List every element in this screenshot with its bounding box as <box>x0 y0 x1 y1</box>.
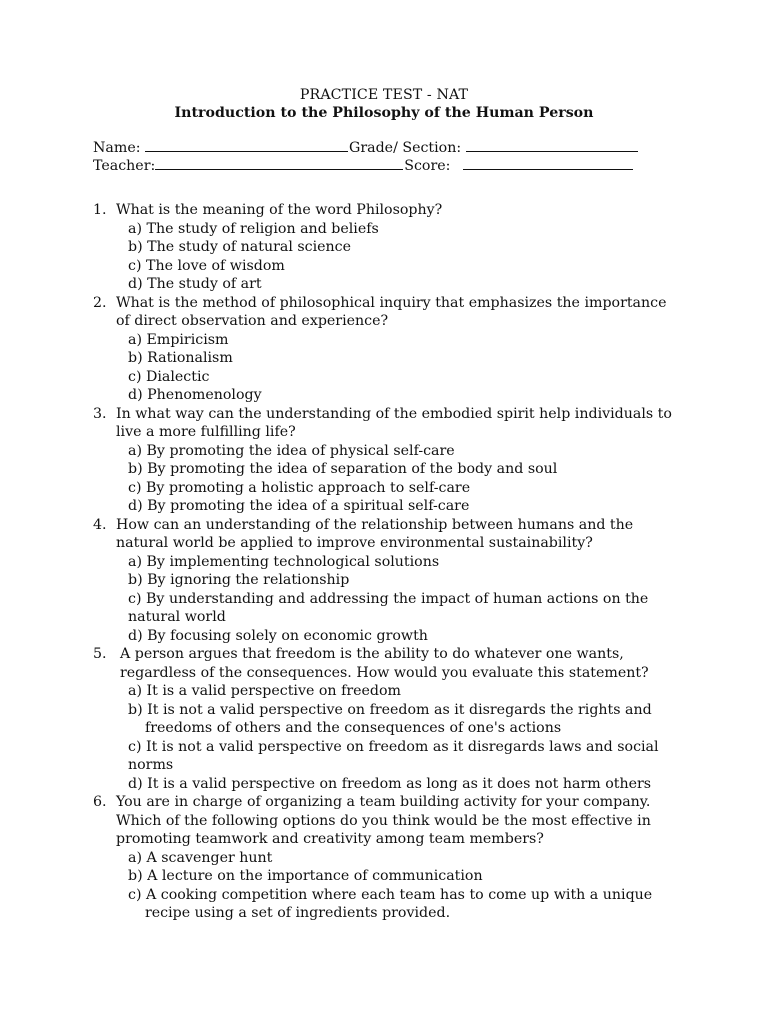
page-subtitle: Introduction to the Philosophy of the Human Person <box>174 105 594 121</box>
grade-section-blank[interactable] <box>466 138 638 152</box>
question-list <box>93 201 683 923</box>
option-2a: a) Empiricism <box>128 331 229 348</box>
option-1c: c) The love of wisdom <box>128 257 285 274</box>
option-6a: a) A scavenger hunt <box>128 849 273 866</box>
question-text: You are in charge of organizing a team building activity for your company. Which of the following options do you think would be the most effective in promoting teamwork and creativity among team members? <box>116 794 651 847</box>
option-5b: b) It is not a valid perspective on freedom as it disregards the rights and freedoms of others and the consequences of one's actions <box>128 701 652 736</box>
option-6c: c) A cooking competition where each team has to come up with a unique recipe using a set of ingredients provided. <box>128 886 653 921</box>
option-2c: c) Dialectic <box>128 368 210 385</box>
score-label: Score: <box>404 158 451 174</box>
option-4c: c) By understanding and addressing the impact of human actions on the natural world <box>128 590 649 625</box>
option-6b: b) A lecture on the importance of communication <box>128 868 483 884</box>
option-1b: b) The study of natural science <box>128 239 352 255</box>
option-3a: a) By promoting the idea of physical self-care <box>128 442 455 459</box>
question-text: What is the method of philosophical inquiry that emphasizes the importance of direct observation and experience? <box>116 294 667 329</box>
option-1d: d) The study of art <box>128 276 262 292</box>
question-number: 2. <box>93 294 107 311</box>
question-3 <box>93 405 683 442</box>
question-number: 6. <box>93 794 107 810</box>
option-3c: c) By promoting a holistic approach to self-care <box>128 479 471 496</box>
question-2 <box>93 294 683 331</box>
question-number: 3. <box>93 405 107 422</box>
question-6 <box>93 793 683 849</box>
question-number: 1. <box>93 202 107 218</box>
question-text: How can an understanding of the relationship between humans and the natural world be applied to improve environmental sustainability? <box>116 516 634 551</box>
question-text: In what way can the understanding of the embodied spirit help individuals to live a more fulfilling life? <box>116 405 672 440</box>
grade-section-label: Grade/ Section: <box>349 140 462 156</box>
question-1 <box>93 201 683 220</box>
student-info-fields <box>93 138 693 174</box>
name-blank[interactable] <box>145 138 348 152</box>
name-grade-row <box>93 138 693 156</box>
teacher-score-row <box>93 156 693 174</box>
option-5a: a) It is a valid perspective on freedom <box>128 683 401 699</box>
option-3b: b) By promoting the idea of separation of the body and soul <box>128 461 558 477</box>
question-number: 5. <box>93 646 107 662</box>
option-4b: b) By ignoring the relationship <box>128 572 350 588</box>
teacher-blank[interactable] <box>155 156 403 170</box>
option-3d: d) By promoting the idea of a spiritual self-care <box>128 498 470 514</box>
score-blank[interactable] <box>463 156 633 170</box>
question-text: A person argues that freedom is the ability to do whatever one wants, regardless of the consequences. How would you evaluate this statement? <box>120 646 649 681</box>
option-4a: a) By implementing technological solutions <box>128 553 440 570</box>
option-2b: b) Rationalism <box>128 350 233 366</box>
option-1a: a) The study of religion and beliefs <box>128 220 379 237</box>
option-5d: d) It is a valid perspective on freedom as long as it does not harm others <box>128 775 652 792</box>
question-4 <box>93 516 683 553</box>
teacher-label: Teacher: <box>93 158 156 174</box>
question-5 <box>93 645 683 682</box>
question-number: 4. <box>93 516 107 533</box>
option-4d: d) By focusing solely on economic growth <box>128 627 428 644</box>
option-5c: c) It is not a valid perspective on freedom as it disregards laws and social norms <box>128 738 659 773</box>
name-label: Name: <box>93 140 141 156</box>
page-title: PRACTICE TEST - NAT <box>299 87 469 103</box>
option-2d: d) Phenomenology <box>128 387 262 403</box>
question-text: What is the meaning of the word Philosophy? <box>116 202 443 218</box>
